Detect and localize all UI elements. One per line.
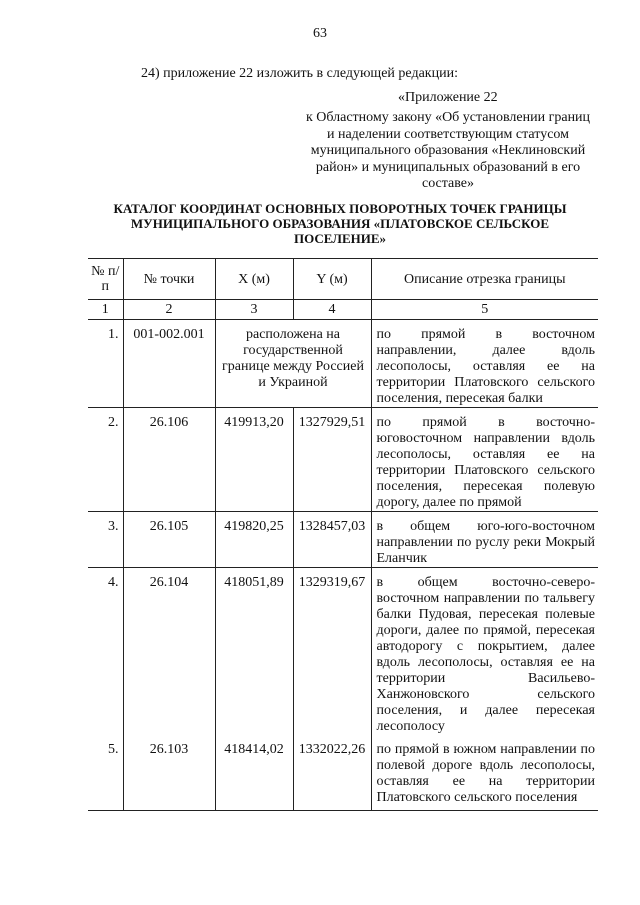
catalog-title: КАТАЛОГ КООРДИНАТ ОСНОВНЫХ ПОВОРОТНЫХ ТОЧЕК ГРАНИЦЫ МУНИЦИПАЛЬНОГО ОБРАЗОВАНИЯ «ПЛАТОВСКОЕ СЕЛЬСКОЕ ПОСЕЛЕНИЕ» — [113, 201, 567, 246]
page-number: 63 — [313, 26, 327, 41]
column-number: 4 — [293, 300, 371, 320]
segment-description: в общем юго-юго-восточном направлении по руслу реки Мокрый Еланчик — [371, 512, 598, 568]
table-row — [88, 735, 598, 810]
point-number: 26.104 — [123, 568, 215, 736]
coordinates-table — [88, 258, 598, 811]
table-header-row — [88, 259, 598, 300]
table-row — [88, 568, 598, 736]
header-description: Описание отрезка границы — [371, 259, 598, 300]
row-number: 4. — [108, 575, 119, 590]
x-coordinate: 419913,20 — [215, 408, 293, 512]
header-row-number: № п/п — [88, 259, 123, 300]
appendix-description: к Областному закону «Об установлении границ и наделении соответствующим статусом муниципального образования «Неклиновский район» и муниципальных образований в его составе» — [305, 110, 591, 191]
y-coordinate: 1328457,03 — [293, 512, 371, 568]
table-row — [88, 408, 598, 512]
column-number-row — [88, 300, 598, 320]
column-number: 1 — [88, 300, 123, 320]
table-row — [88, 512, 598, 568]
row-number: 3. — [88, 512, 123, 568]
intro-text: 24) приложение 22 изложить в следующей редакции: — [141, 66, 458, 81]
x-coordinate: 419820,25 — [215, 512, 293, 568]
appendix-title: «Приложение 22 — [398, 90, 498, 105]
y-coordinate: 1332022,26 — [293, 735, 371, 810]
x-coordinate: 418414,02 — [215, 735, 293, 810]
segment-description: по прямой в восточно-юговосточном направлении вдоль лесополосы, оставляя ее на территории Платовского сельского поселения, пересекая полевую дорогу, далее по прямой — [371, 408, 598, 512]
header-y: Y (м) — [293, 259, 371, 300]
point-number: 001-002.001 — [123, 320, 215, 408]
point-number: 26.106 — [123, 408, 215, 512]
x-coordinate: 418051,89 — [215, 568, 293, 736]
column-number: 5 — [371, 300, 598, 320]
y-coordinate: 1327929,51 — [293, 408, 371, 512]
merged-coordinates-note: расположена на государственной границе между Россией и Украиной — [215, 320, 371, 408]
header-x: X (м) — [215, 259, 293, 300]
column-number: 3 — [215, 300, 293, 320]
point-number: 26.103 — [123, 735, 215, 810]
row-number: 5. — [88, 735, 123, 810]
column-number: 2 — [123, 300, 215, 320]
row-number: 2. — [88, 408, 123, 512]
row-number: 1. — [88, 320, 123, 408]
table-row — [88, 320, 598, 408]
header-point-number: № точки — [123, 259, 215, 300]
y-coordinate: 1329319,67 — [293, 568, 371, 736]
segment-description: по прямой в восточном направлении, далее вдоль лесополосы, оставляя ее на территории Платовского сельского поселения, пересекая балки — [371, 320, 598, 408]
point-number: 26.105 — [123, 512, 215, 568]
segment-description: по прямой в южном направлении по полевой дороге вдоль лесополосы, оставляя ее на территории Платовского сельского поселения — [371, 735, 598, 810]
segment-description: в общем восточно-северо-восточном направлении по тальвегу балки Пудовая, пересекая полевые дороги, далее по прямой, пересекая автодорогу с покрытием, далее вдоль лесополосы, оставляя ее на территории Васильево-Ханжоновского сельского поселения, и далее пересекая лесополосу — [371, 568, 598, 736]
